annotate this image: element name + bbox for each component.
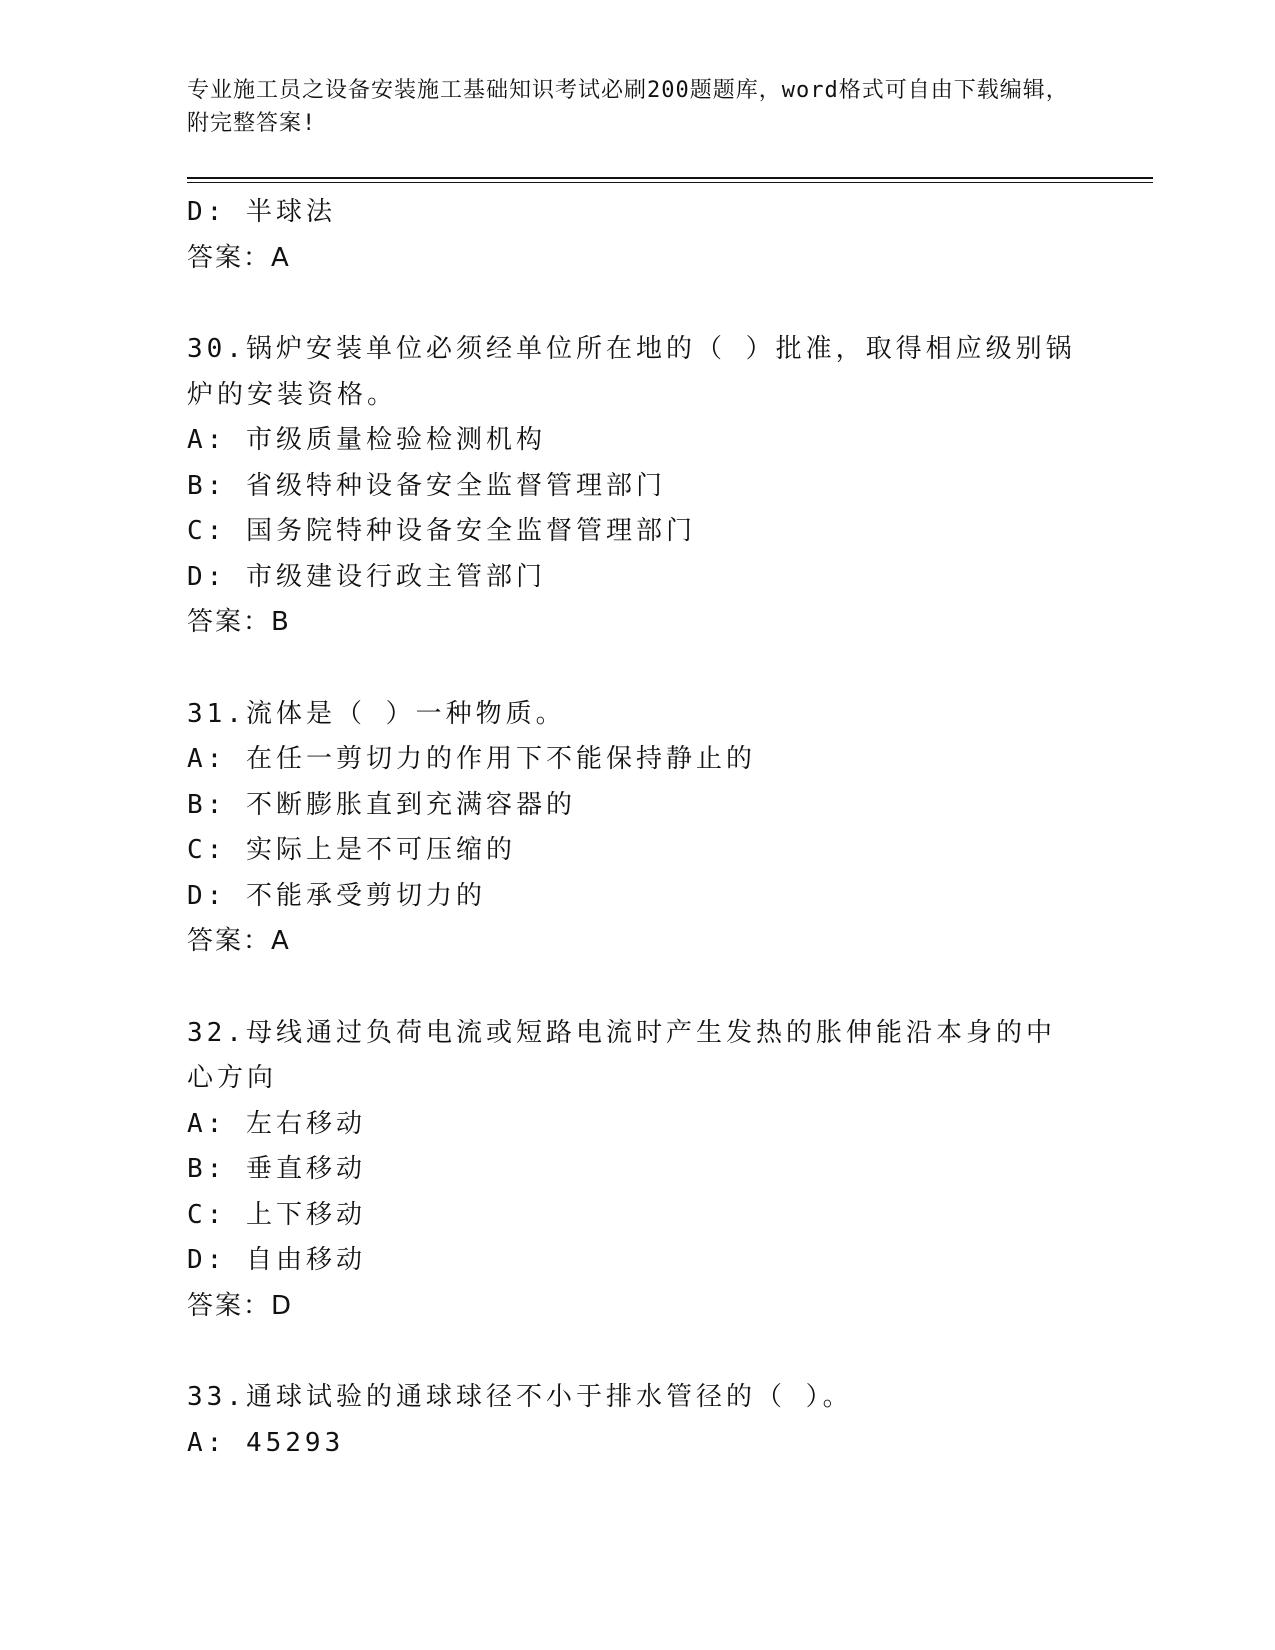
option-d: D: 半球法 — [187, 197, 336, 227]
option-c: C: 上下移动 — [187, 1199, 366, 1230]
answer-line: 答案：B — [187, 607, 291, 637]
header-divider-thick — [187, 177, 1153, 179]
option-a: A: 在任一剪切力的作用下不能保持静止的 — [187, 744, 756, 774]
question-text: 33.通球试验的通球球径不小于排水管径的（ ）。 — [187, 1382, 853, 1412]
option-d: D: 不能承受剪切力的 — [187, 880, 486, 911]
option-b: B: 省级特种设备安全监督管理部门 — [187, 470, 666, 501]
answer-line: 答案：A — [187, 242, 291, 273]
question-text: 30.锅炉安装单位必须经单位所在地的（ ）批准，取得相应级别锅炉的安装资格。 — [187, 334, 1076, 410]
answer-line: 答案：A — [187, 926, 291, 956]
option-b: B: 垂直移动 — [187, 1154, 366, 1184]
question-31 — [187, 692, 1087, 965]
question-list — [187, 190, 1087, 1466]
option-c: C: 实际上是不可压缩的 — [187, 835, 516, 865]
question-30 — [187, 327, 1087, 646]
option-c: C: 国务院特种设备安全监督管理部门 — [187, 516, 696, 546]
document-header: 专业施工员之设备安装施工基础知识考试必刷200题题库，word格式可自由下载编辑，附完整答案! — [187, 78, 1069, 136]
option-a: A: 45293 — [187, 1427, 345, 1458]
question-33 — [187, 1375, 1087, 1466]
question-text: 32.母线通过负荷电流或短路电流时产生发热的胀伸能沿本身的中心方向 — [187, 1017, 1056, 1093]
answer-line: 答案：D — [187, 1290, 294, 1321]
question-32 — [187, 1011, 1087, 1330]
question-text: 31.流体是（ ）一种物质。 — [187, 698, 566, 729]
option-d: D: 自由移动 — [187, 1245, 366, 1275]
header-divider-thin — [187, 182, 1153, 183]
option-a: A: 左右移动 — [187, 1108, 366, 1139]
option-b: B: 不断膨胀直到充满容器的 — [187, 789, 576, 820]
option-a: A: 市级质量检验检测机构 — [187, 425, 546, 455]
option-d: D: 市级建设行政主管部门 — [187, 561, 546, 592]
